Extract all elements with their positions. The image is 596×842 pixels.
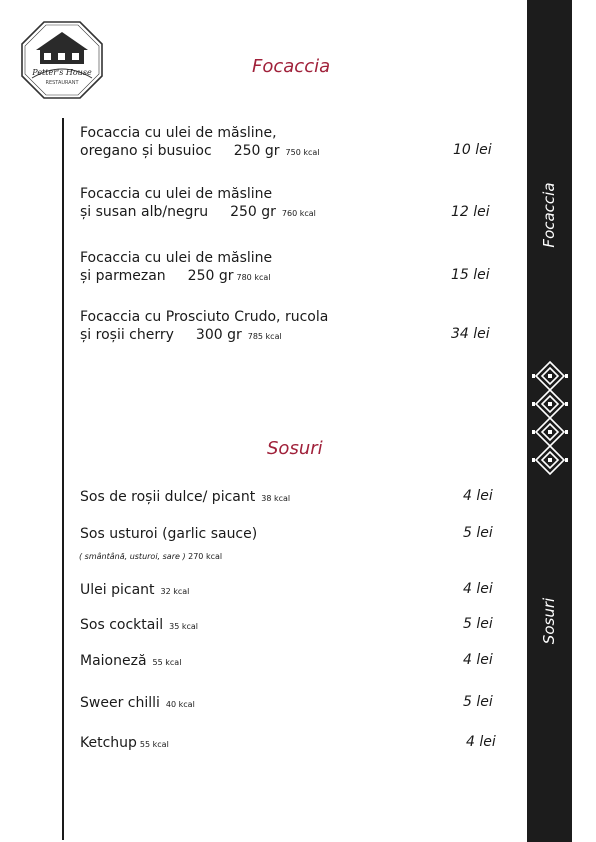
item-kcal: 35 kcal	[169, 622, 199, 631]
logo-name: Petter's House	[32, 68, 92, 77]
item-name: Sweer chilli	[80, 695, 160, 711]
item-name: Focaccia cu ulei de măsline	[80, 250, 273, 266]
side-label-focaccia: Focaccia	[540, 182, 558, 248]
item-name: Focaccia cu ulei de măsline	[80, 186, 273, 202]
item-kcal: 750 kcal	[285, 148, 320, 157]
item-note: ( smântână, usturoi, sare )	[79, 552, 186, 561]
item-name-cont: și roșii cherry	[80, 327, 174, 343]
menu-item-focaccia-3	[80, 249, 272, 287]
item-kcal: 38 kcal	[261, 494, 291, 503]
folk-ornament-icon	[532, 360, 568, 478]
item-ingredients-note	[79, 552, 222, 561]
item-kcal: 32 kcal	[160, 587, 190, 596]
item-name: Maioneză	[80, 653, 147, 669]
section-title-focaccia: Focaccia	[252, 56, 331, 77]
menu-item-sos-4	[80, 616, 198, 636]
item-name-cont: oregano și busuioc	[80, 143, 212, 159]
menu-item-focaccia-1	[80, 124, 320, 162]
item-name: Ketchup	[80, 735, 137, 751]
item-price: 4 lei	[466, 734, 496, 750]
menu-item-sos-2	[80, 525, 257, 543]
item-price: 5 lei	[463, 525, 493, 541]
item-name-cont: și susan alb/negru	[80, 204, 209, 220]
item-kcal: 785 kcal	[247, 332, 282, 341]
item-kcal: 55 kcal	[139, 740, 169, 749]
item-name: Sos de roșii dulce/ picant	[80, 489, 256, 505]
menu-item-focaccia-2	[80, 185, 316, 223]
item-name: Sos usturoi (garlic sauce)	[80, 526, 258, 542]
item-price: 10 lei	[453, 142, 492, 158]
menu-item-sos-7	[80, 734, 169, 754]
menu-item-sos-3	[80, 581, 189, 601]
left-divider-line	[62, 118, 64, 840]
item-kcal: 780 kcal	[236, 273, 271, 282]
item-price: 4 lei	[463, 488, 493, 504]
item-weight: 250 gr	[230, 204, 276, 220]
item-kcal: 270 kcal	[188, 552, 223, 561]
item-price: 15 lei	[451, 267, 490, 283]
restaurant-logo	[20, 20, 104, 100]
menu-item-sos-1	[80, 488, 290, 508]
side-label-sosuri: Sosuri	[540, 597, 558, 645]
item-weight: 250 gr	[233, 143, 280, 159]
item-price: 5 lei	[463, 694, 493, 710]
item-name: Focaccia cu Prosciuto Crudo, rucola	[80, 309, 329, 325]
item-name: Ulei picant	[80, 582, 155, 598]
item-price: 12 lei	[451, 204, 490, 220]
item-price: 4 lei	[463, 581, 493, 597]
item-price: 5 lei	[463, 616, 493, 632]
item-price: 34 lei	[451, 326, 490, 342]
item-name-cont: și parmezan	[80, 268, 166, 284]
item-name: Focaccia cu ulei de măsline,	[80, 125, 277, 141]
item-kcal: 760 kcal	[281, 209, 316, 218]
item-weight: 250 gr	[187, 268, 234, 284]
item-weight: 300 gr	[195, 327, 242, 343]
item-price: 4 lei	[463, 652, 493, 668]
item-name: Sos cocktail	[80, 617, 164, 633]
logo-subtitle: RESTAURANT	[45, 80, 79, 86]
menu-item-focaccia-4	[80, 308, 328, 346]
menu-item-sos-6	[80, 694, 195, 714]
menu-item-sos-5	[80, 652, 181, 672]
section-title-sosuri: Sosuri	[267, 438, 323, 459]
item-kcal: 55 kcal	[152, 658, 182, 667]
item-kcal: 40 kcal	[165, 700, 195, 709]
